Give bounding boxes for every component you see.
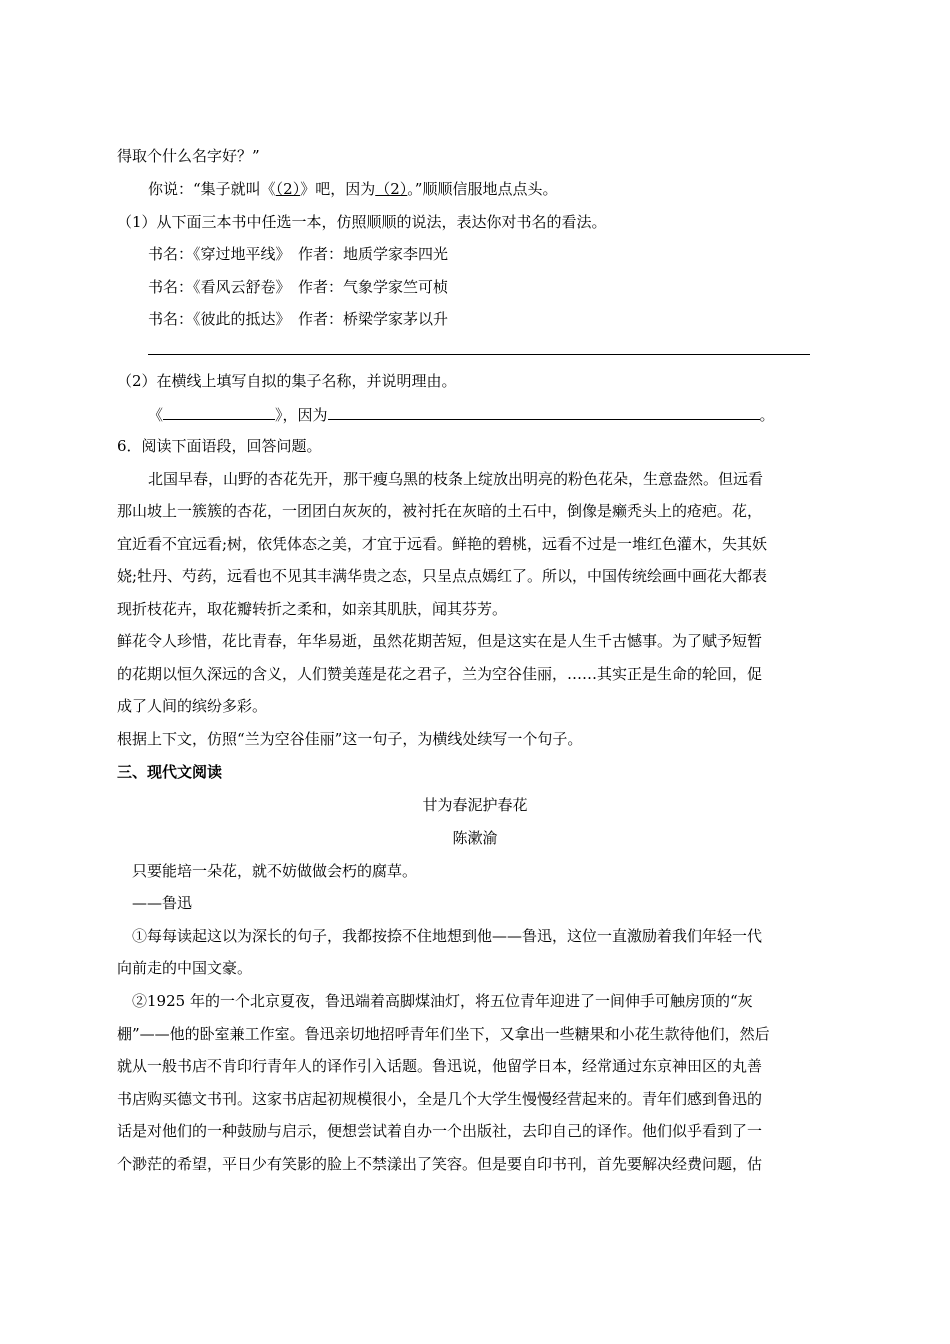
paragraph-line: 娆;牡丹、芍药，远看也不见其丰满华贵之态，只呈点点嫣红了。所以，中国传统绘画中画花大都表 <box>117 567 768 585</box>
question-heading: 6．阅读下面语段，回答问题。 <box>117 437 322 455</box>
question-line: （2）在横线上填写自拟的集子名称，并说明理由。 <box>117 372 457 390</box>
paragraph-line: ①每每读起这以为深长的句子，我都按捺不住地想到他——鲁迅，这位一直激励着我们年轻一代 <box>132 927 763 945</box>
book-option: 书名：《彼此的抵达》 作者：桥梁学家茅以升 <box>148 310 449 328</box>
blank-answer: （2） <box>375 180 408 198</box>
paragraph-line: 宜近看不宜远看;树，依凭体态之美，才宜于远看。鲜艳的碧桃，远看不过是一堆红色灌木，失其妖 <box>117 535 768 553</box>
fill-line <box>148 404 775 425</box>
text-line: 得取个什么名字好？” <box>117 147 260 165</box>
question-line: 根据上下文，仿照“兰为空谷佳丽”这一句子，为横线处续写一个句子。 <box>117 730 583 748</box>
paragraph-line: 向前走的中国文豪。 <box>117 959 253 977</box>
question-line: （1）从下面三本书中任选一本，仿照顺顺的说法，表达你对书名的看法。 <box>117 213 607 231</box>
epigraph: 只要能培一朵花，就不妨做做会朽的腐草。 <box>132 862 418 880</box>
paragraph-line: 个渺茫的希望，平日少有笑影的脸上不禁漾出了笑容。但是要自印书刊，首先要解决经费问题，估 <box>117 1155 763 1173</box>
paragraph-line: 成了人间的缤纷多彩。 <box>117 697 268 715</box>
paragraph-line: 北国早春，山野的杏花先开，那干瘦乌黑的枝条上绽放出明亮的粉色花朵，生意盎然。但远看 <box>148 470 764 488</box>
answer-line <box>148 354 810 355</box>
article-title: 甘为春泥护春花 <box>422 796 528 814</box>
paragraph-line: ②1925 年的一个北京夏夜，鲁迅端着高脚煤油灯，将五位青年迎进了一间伸手可触房顶的“灰 <box>132 992 753 1010</box>
epigraph-source: ——鲁迅 <box>132 894 193 912</box>
paragraph-line: 的花期以恒久深远的含义，人们赞美莲是花之君子，兰为空谷佳丽，……其实正是生命的轮回，促 <box>117 665 763 683</box>
text-span: 。”顺顺信服地点点头。 <box>407 180 558 198</box>
article-author: 陈漱渝 <box>452 829 498 847</box>
book-option: 书名：《看风云舒卷》 作者：气象学家竺可桢 <box>148 278 449 296</box>
book-option: 书名：《穿过地平线》 作者：地质学家李四光 <box>148 245 449 263</box>
paragraph-line: 鲜花令人珍惜，花比青春，年华易逝，虽然花期苦短，但是这实在是人生千古憾事。为了赋予短暂 <box>117 632 763 650</box>
text-span: 》吧，因为 <box>300 180 376 198</box>
paragraph-line: 就从一般书店不肯印行青年人的译作引入话题。鲁迅说，他留学日本，经常通过东京神田区的丸善 <box>117 1057 763 1075</box>
paragraph-line: 那山坡上一簇簇的杏花，一团团白灰灰的，被衬托在灰暗的土石中，倒像是癞秃头上的疮疤。花， <box>117 502 763 520</box>
paragraph-line: 话是对他们的一种鼓励与启示，便想尝试着自办一个出版社，去印自己的译作。他们似乎看到了一 <box>117 1122 763 1140</box>
blank-reason <box>328 404 760 420</box>
paragraph-line: 书店购买德文书刊。这家书店起初规模很小，全是几个大学生慢慢经营起来的。青年们感到鲁迅的 <box>117 1090 763 1108</box>
text-span: 。 <box>759 406 775 424</box>
text-line <box>148 179 557 199</box>
text-span: 《 <box>148 406 164 424</box>
paragraph-line: 现折枝花卉，取花瓣转折之柔和，如亲其肌肤，闻其芬芳。 <box>117 600 508 618</box>
blank-title <box>163 404 275 420</box>
section-heading: 三、现代文阅读 <box>117 763 223 781</box>
blank-answer: （2） <box>275 180 301 198</box>
paragraph-line: 棚”——他的卧室兼工作室。鲁迅亲切地招呼青年们坐下，又拿出一些糖果和小花生款待他们，然后 <box>117 1025 770 1043</box>
text-span: 你说：“集子就叫《 <box>148 180 276 198</box>
text-span: 》，因为 <box>275 406 328 424</box>
